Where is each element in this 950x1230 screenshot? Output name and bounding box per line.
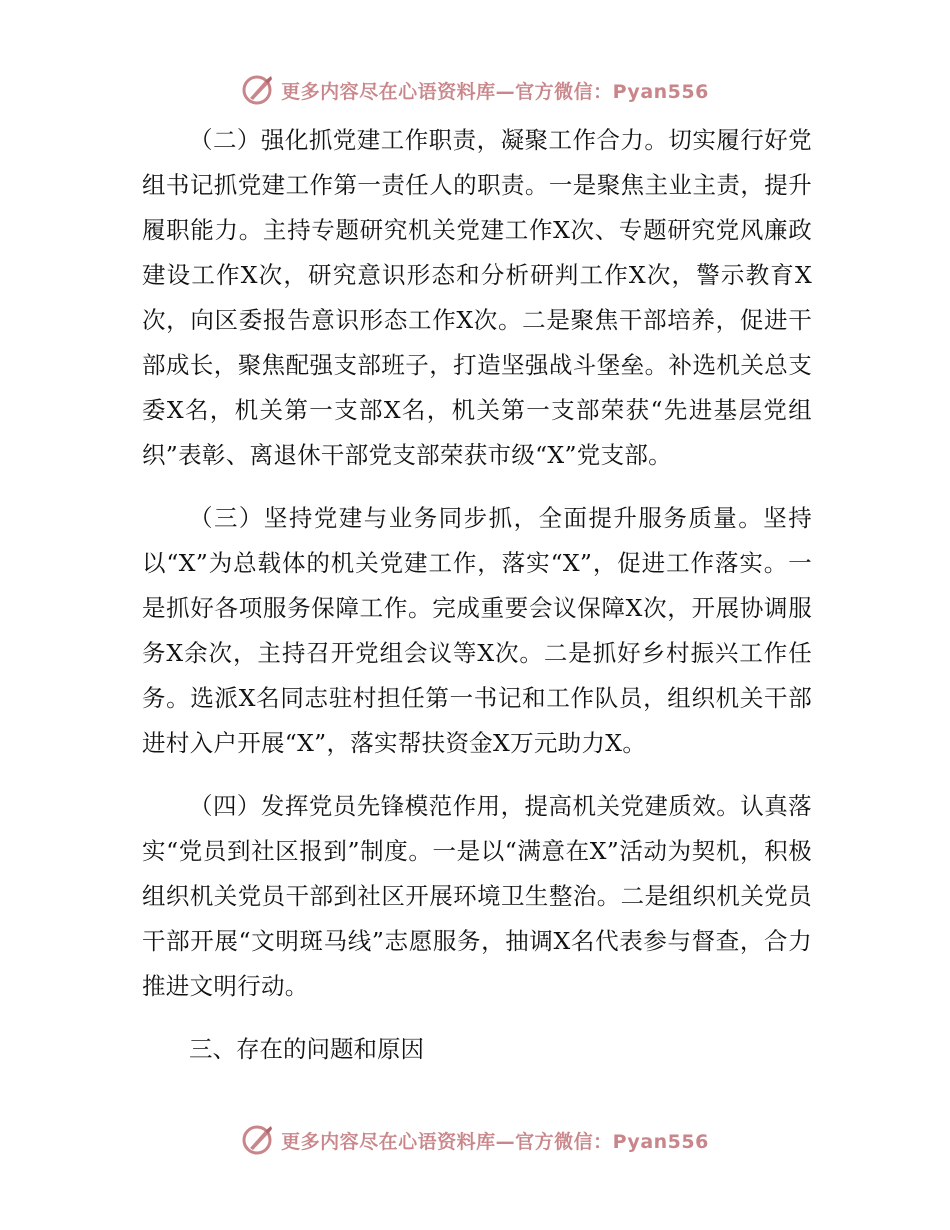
watermark-text: 更多内容尽在心语资料库—官方微信：Pyan556 xyxy=(281,80,709,103)
paragraph-2: （二）强化抓党建工作职责，凝聚工作合力。切实履行好党组书记抓党建工作第一责任人的职责。一是聚焦主业主责，提升履职能力。主持专题研究机关党建工作X次、专题研究党风廉政建设工作X次，研究意识形态和分析研判工作X次，警示教育X次，向区委报告意识形态工作X次。二是聚焦干部培养，促进干部成长，聚焦配强支部班子，打造坚强战斗堡垒。补选机关总支委X名，机关第一支部X名，机关第一支部荣获“先进基层党组织”表彰、离退休干部党支部荣获市级“X”党支部。 xyxy=(142,126,812,469)
header-watermark xyxy=(0,72,950,108)
quill-pen-logo-icon xyxy=(241,73,275,107)
document-body xyxy=(142,118,812,1072)
section-heading: 三、存在的问题和原因 xyxy=(189,1035,424,1063)
paragraph-4: （四）发挥党员先锋模范作用，提高机关党建质效。认真落实“党员到社区报到”制度。一是以“满意在X”活动为契机，积极组织机关党员干部到社区开展环境卫生整治。二是组织机关党员干部开展“文明斑马线”志愿服务，抽调X名代表参与督查，合力推进文明行动。 xyxy=(142,792,812,1000)
quill-pen-logo-icon xyxy=(241,1123,275,1157)
watermark-text: 更多内容尽在心语资料库—官方微信：Pyan556 xyxy=(281,1130,709,1153)
paragraph-3: （三）坚持党建与业务同步抓，全面提升服务质量。坚持以“X”为总载体的机关党建工作，落实“X”，促进工作落实。一是抓好各项服务保障工作。完成重要会议保障X次，开展协调服务X余次，主持召开党组会议等X次。二是抓好乡村振兴工作任务。选派X名同志驻村担任第一书记和工作队员，组织机关干部进村入户开展“X”，落实帮扶资金X万元助力X。 xyxy=(142,504,812,757)
footer-watermark xyxy=(0,1122,950,1158)
